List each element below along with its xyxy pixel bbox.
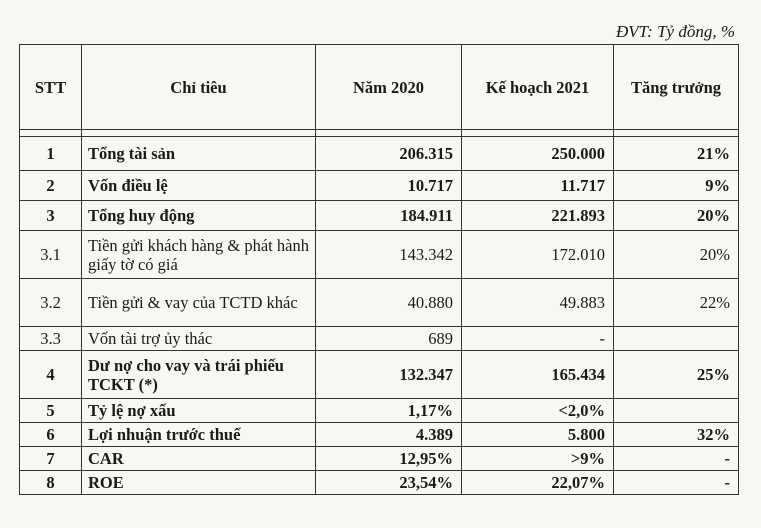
cell-growth: 22% bbox=[614, 279, 739, 327]
table-row bbox=[20, 447, 739, 471]
cell-plan-2021: 172.010 bbox=[462, 231, 614, 279]
header-indicator: Chỉ tiêu bbox=[82, 45, 316, 130]
cell-year-2020: 40.880 bbox=[316, 279, 462, 327]
cell-stt: 3.3 bbox=[20, 327, 82, 351]
cell-indicator: ROE bbox=[82, 471, 316, 495]
table-row bbox=[20, 423, 739, 447]
table-row bbox=[20, 399, 739, 423]
cell-year-2020: 689 bbox=[316, 327, 462, 351]
cell-indicator: Tổng huy động bbox=[82, 201, 316, 231]
cell-growth: 20% bbox=[614, 201, 739, 231]
table-row bbox=[20, 137, 739, 171]
cell-indicator: Lợi nhuận trước thuế bbox=[82, 423, 316, 447]
cell-growth bbox=[614, 399, 739, 423]
cell-growth: 9% bbox=[614, 171, 739, 201]
cell-stt: 3 bbox=[20, 201, 82, 231]
cell-indicator: CAR bbox=[82, 447, 316, 471]
header-growth: Tăng trưởng bbox=[614, 45, 739, 130]
plan-table bbox=[19, 44, 739, 495]
spacer-cell bbox=[20, 130, 82, 137]
cell-indicator: Vốn tài trợ ủy thác bbox=[82, 327, 316, 351]
cell-plan-2021: 22,07% bbox=[462, 471, 614, 495]
spacer-cell bbox=[462, 130, 614, 137]
cell-growth: 21% bbox=[614, 137, 739, 171]
header-year-2020: Năm 2020 bbox=[316, 45, 462, 130]
cell-stt: 3.2 bbox=[20, 279, 82, 327]
cell-plan-2021: <2,0% bbox=[462, 399, 614, 423]
table-row bbox=[20, 201, 739, 231]
cell-year-2020: 1,17% bbox=[316, 399, 462, 423]
cell-year-2020: 184.911 bbox=[316, 201, 462, 231]
cell-stt: 3.1 bbox=[20, 231, 82, 279]
cell-year-2020: 23,54% bbox=[316, 471, 462, 495]
table-header-row bbox=[20, 45, 739, 130]
cell-plan-2021: 11.717 bbox=[462, 171, 614, 201]
spacer-row bbox=[20, 130, 739, 137]
cell-year-2020: 12,95% bbox=[316, 447, 462, 471]
cell-plan-2021: >9% bbox=[462, 447, 614, 471]
cell-plan-2021: 250.000 bbox=[462, 137, 614, 171]
cell-stt: 4 bbox=[20, 351, 82, 399]
spacer-cell bbox=[82, 130, 316, 137]
cell-indicator: Tiền gửi & vay của TCTD khác bbox=[82, 279, 316, 327]
cell-growth: 32% bbox=[614, 423, 739, 447]
cell-plan-2021: 5.800 bbox=[462, 423, 614, 447]
table-row bbox=[20, 471, 739, 495]
cell-year-2020: 143.342 bbox=[316, 231, 462, 279]
table-row bbox=[20, 279, 739, 327]
cell-year-2020: 10.717 bbox=[316, 171, 462, 201]
cell-growth: - bbox=[614, 471, 739, 495]
spacer-cell bbox=[316, 130, 462, 137]
table-row bbox=[20, 351, 739, 399]
unit-label: ĐVT: Tỷ đồng, % bbox=[616, 22, 735, 41]
cell-indicator: Tỷ lệ nợ xấu bbox=[82, 399, 316, 423]
cell-year-2020: 4.389 bbox=[316, 423, 462, 447]
cell-indicator: Tiền gửi khách hàng & phát hành giấy tờ có giá bbox=[82, 231, 316, 279]
cell-growth: 25% bbox=[614, 351, 739, 399]
cell-indicator: Tổng tài sản bbox=[82, 137, 316, 171]
table-row bbox=[20, 327, 739, 351]
cell-growth bbox=[614, 327, 739, 351]
cell-stt: 8 bbox=[20, 471, 82, 495]
cell-stt: 5 bbox=[20, 399, 82, 423]
header-plan-2021: Kế hoạch 2021 bbox=[462, 45, 614, 130]
cell-growth: - bbox=[614, 447, 739, 471]
table-row bbox=[20, 231, 739, 279]
cell-stt: 7 bbox=[20, 447, 82, 471]
cell-indicator: Vốn điều lệ bbox=[82, 171, 316, 201]
cell-plan-2021: 49.883 bbox=[462, 279, 614, 327]
cell-indicator: Dư nợ cho vay và trái phiếu TCKT (*) bbox=[82, 351, 316, 399]
cell-growth: 20% bbox=[614, 231, 739, 279]
table-row bbox=[20, 171, 739, 201]
header-stt: STT bbox=[20, 45, 82, 130]
cell-plan-2021: 165.434 bbox=[462, 351, 614, 399]
cell-stt: 6 bbox=[20, 423, 82, 447]
cell-plan-2021: - bbox=[462, 327, 614, 351]
cell-stt: 2 bbox=[20, 171, 82, 201]
spacer-cell bbox=[614, 130, 739, 137]
cell-stt: 1 bbox=[20, 137, 82, 171]
cell-plan-2021: 221.893 bbox=[462, 201, 614, 231]
cell-year-2020: 132.347 bbox=[316, 351, 462, 399]
cell-year-2020: 206.315 bbox=[316, 137, 462, 171]
